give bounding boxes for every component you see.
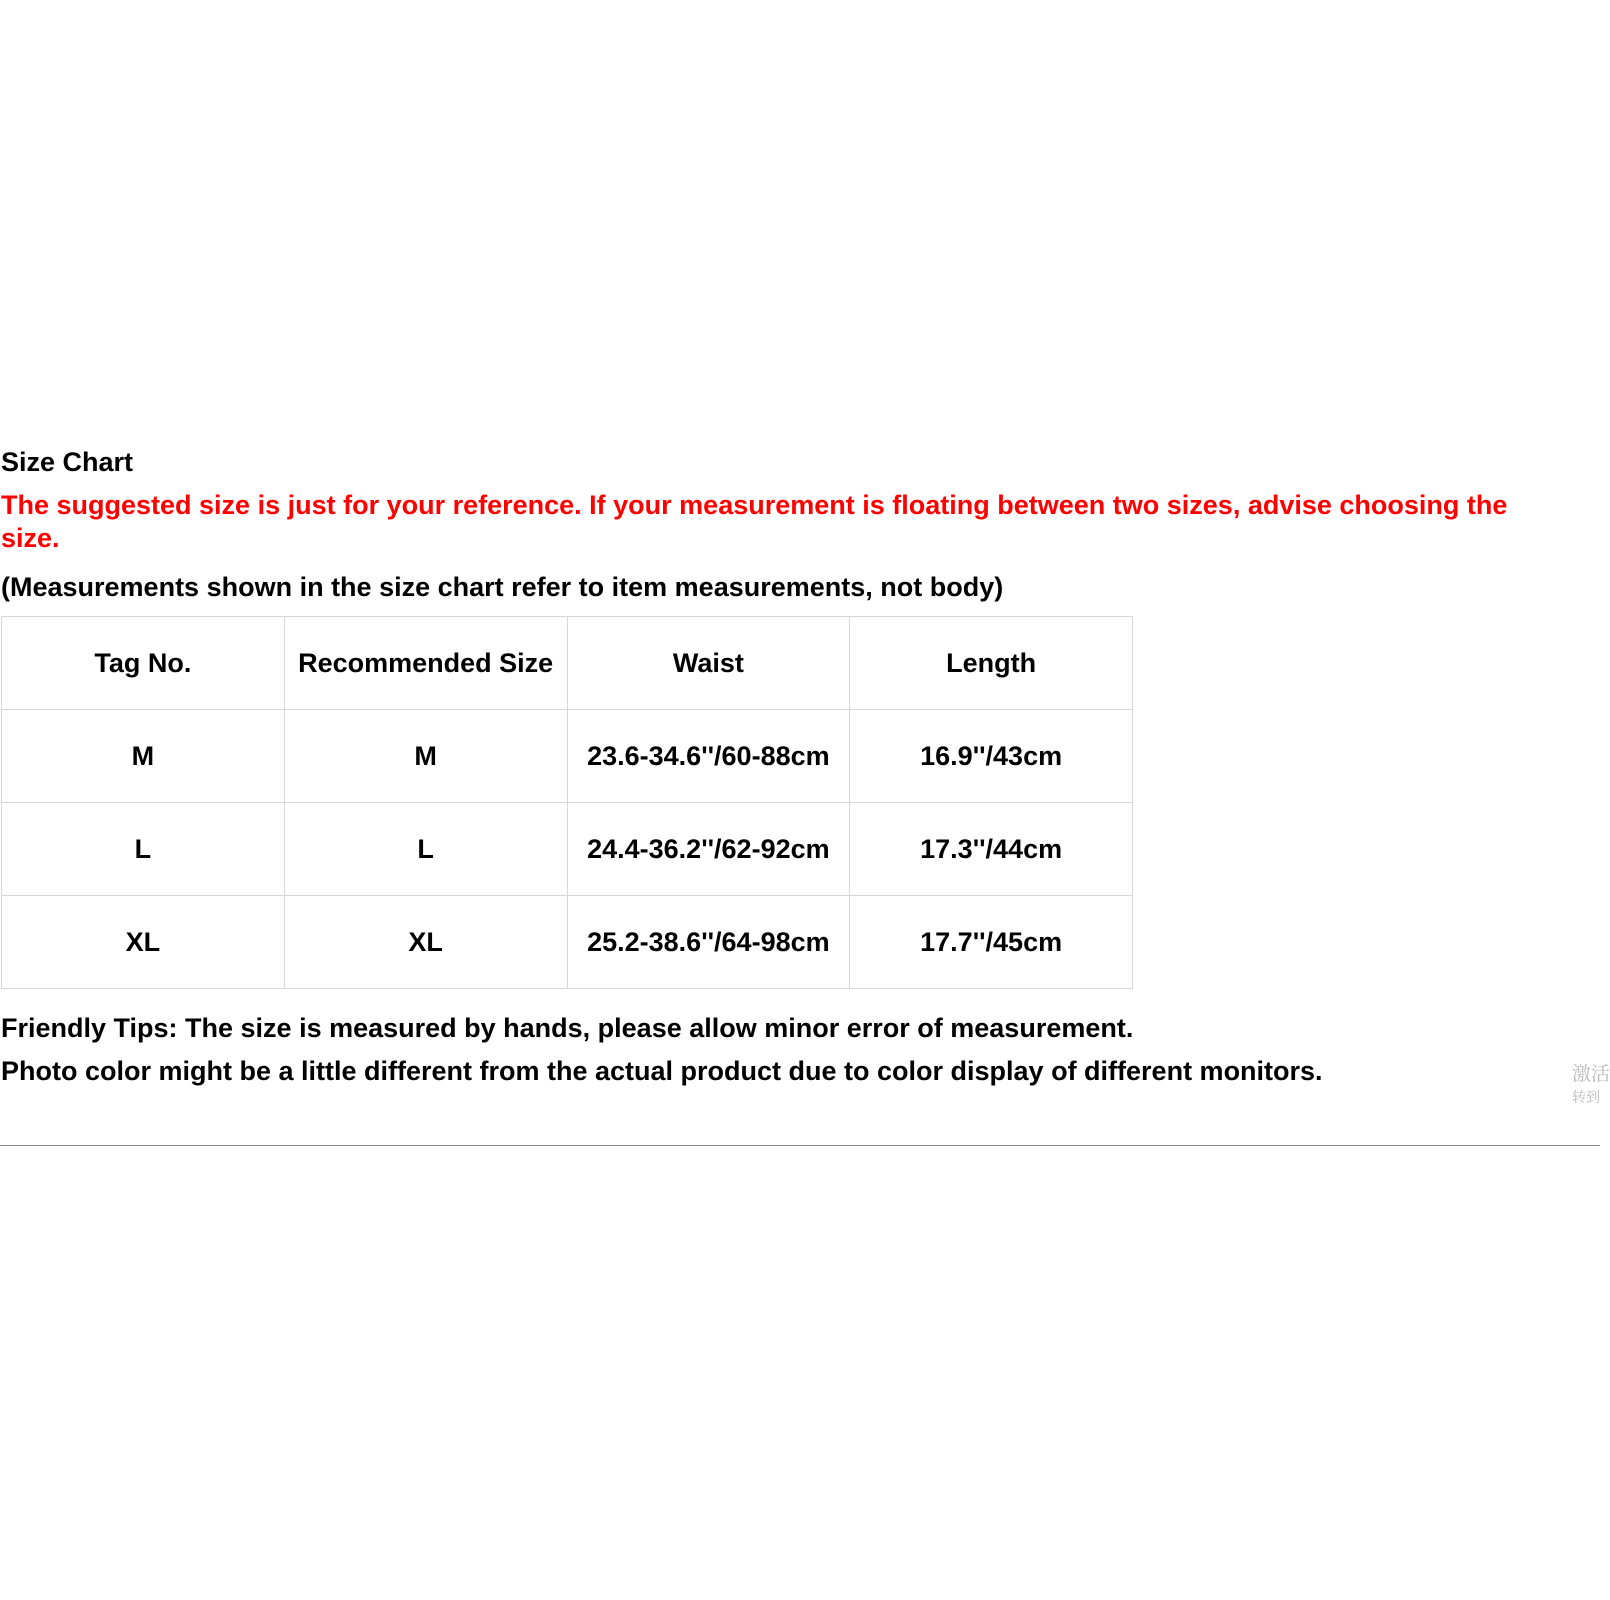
header-recommended-size: Recommended Size [284, 617, 567, 710]
size-notice [1, 489, 1600, 555]
tips-line-2: Photo color might be a little different from the actual product due to color display of different monitors. [1, 1056, 1323, 1086]
header-waist: Waist [567, 617, 850, 710]
size-table [1, 616, 1133, 989]
activation-watermark [1572, 1064, 1610, 1108]
friendly-tips [1, 1007, 1323, 1093]
header-length: Length [850, 617, 1133, 710]
measurement-note: (Measurements shown in the size chart refer to item measurements, not body) [1, 572, 1004, 602]
cell-waist: 24.4-36.2''/62-92cm [567, 803, 850, 896]
cell-length: 16.9''/43cm [850, 710, 1133, 803]
size-notice-line-2: size. [1, 523, 60, 553]
watermark-line-1: 激活 [1572, 1064, 1610, 1085]
header-tag-no: Tag No. [2, 617, 285, 710]
cell-tag-no: L [2, 803, 285, 896]
table-row [2, 710, 1133, 803]
cell-recommended-size: L [284, 803, 567, 896]
cell-length: 17.3''/44cm [850, 803, 1133, 896]
tips-line-1: Friendly Tips: The size is measured by hands, please allow minor error of measurement. [1, 1013, 1134, 1043]
size-notice-line-1: The suggested size is just for your reference. If your measurement is floating between two sizes, advise choosing the [1, 490, 1508, 520]
table-header-row [2, 617, 1133, 710]
cell-waist: 25.2-38.6''/64-98cm [567, 896, 850, 989]
watermark-line-2: 转到 [1572, 1089, 1600, 1105]
table-row [2, 896, 1133, 989]
table-row [2, 803, 1133, 896]
cell-length: 17.7''/45cm [850, 896, 1133, 989]
cell-tag-no: XL [2, 896, 285, 989]
cell-recommended-size: M [284, 710, 567, 803]
page-title: Size Chart [1, 447, 134, 477]
cell-waist: 23.6-34.6''/60-88cm [567, 710, 850, 803]
cell-recommended-size: XL [284, 896, 567, 989]
cell-tag-no: M [2, 710, 285, 803]
divider-line [0, 1145, 1600, 1146]
